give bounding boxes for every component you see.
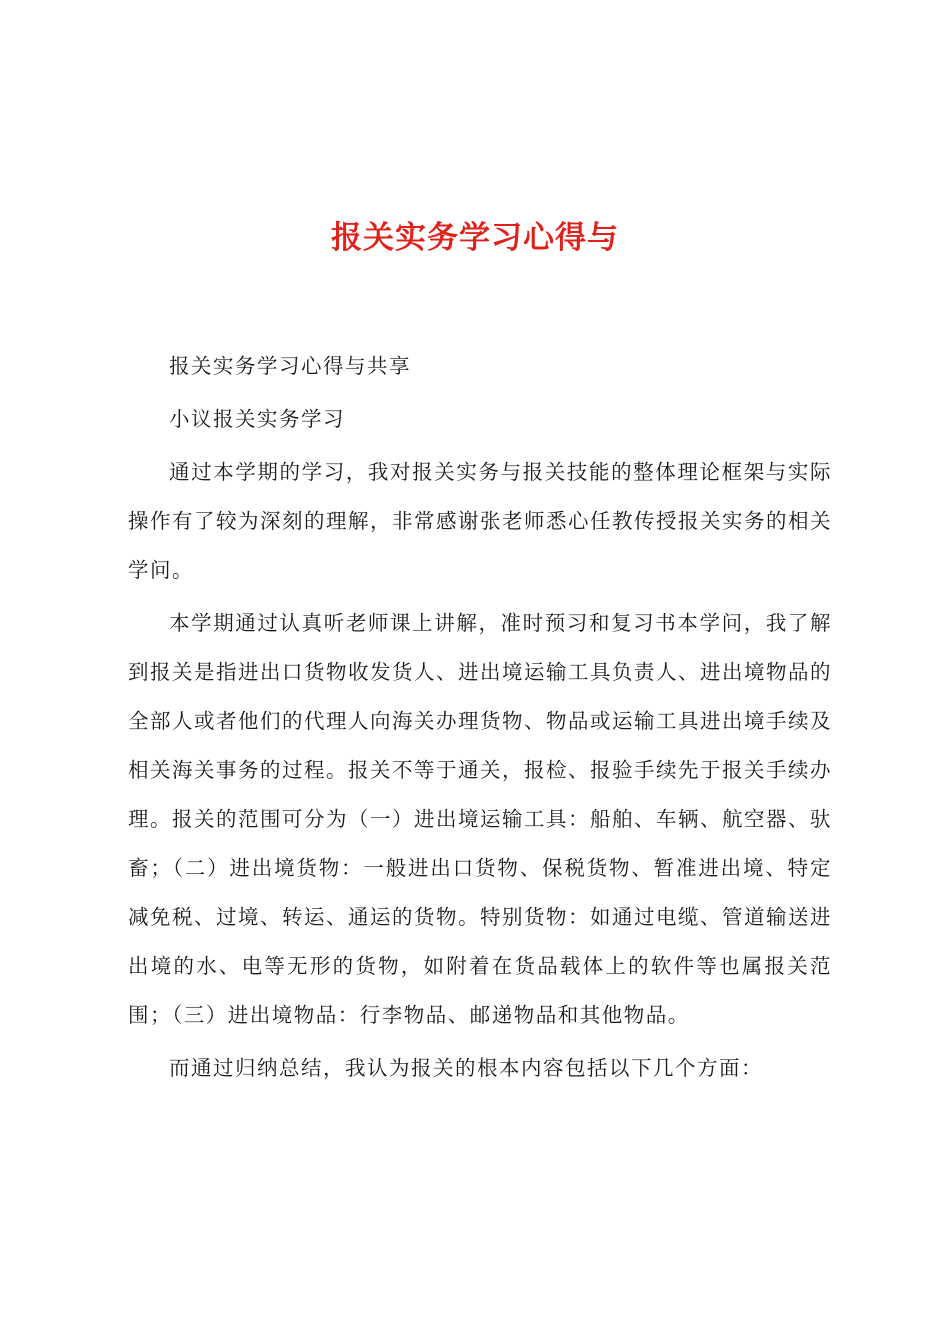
paragraph-intro: 通过本学期的学习，我对报关实务与报关技能的整体理论框架与实际操作有了较为深刻的理解，非常感谢张老师悉心任教传授报关实务的相关学问。 bbox=[128, 460, 832, 582]
document-body bbox=[128, 342, 832, 1093]
paragraph-heading: 小议报关实务学习 bbox=[169, 407, 345, 431]
paragraph-subtitle: 报关实务学习心得与共享 bbox=[169, 354, 411, 378]
paragraph-content: 本学期通过认真听老师课上讲解，准时预习和复习书本学问，我了解到报关是指进出口货物收发货人、进出境运输工具负责人、进出境物品的全部人或者他们的代理人向海关办理货物、物品或运输工具进出境手续及相关海关事务的过程。报关不等于通关，报检、报验手续先于报关手续办理。报关的范围可分为（一）进出境运输工具：船舶、车辆、航空器、驮畜；（二）进出境货物：一般进出口货物、保税货物、暂准进出境、特定减免税、过境、转运、通运的货物。特别货物：如通过电缆、管道输送进出境的水、电等无形的货物，如附着在货品载体上的软件等也属报关范围；（三）进出境物品：行李物品、邮递物品和其他物品。 bbox=[128, 611, 832, 1027]
document-title: 报关实务学习心得与 bbox=[331, 220, 619, 256]
paragraph-summary: 而通过归纳总结，我认为报关的根本内容包括以下几个方面： bbox=[169, 1056, 763, 1080]
